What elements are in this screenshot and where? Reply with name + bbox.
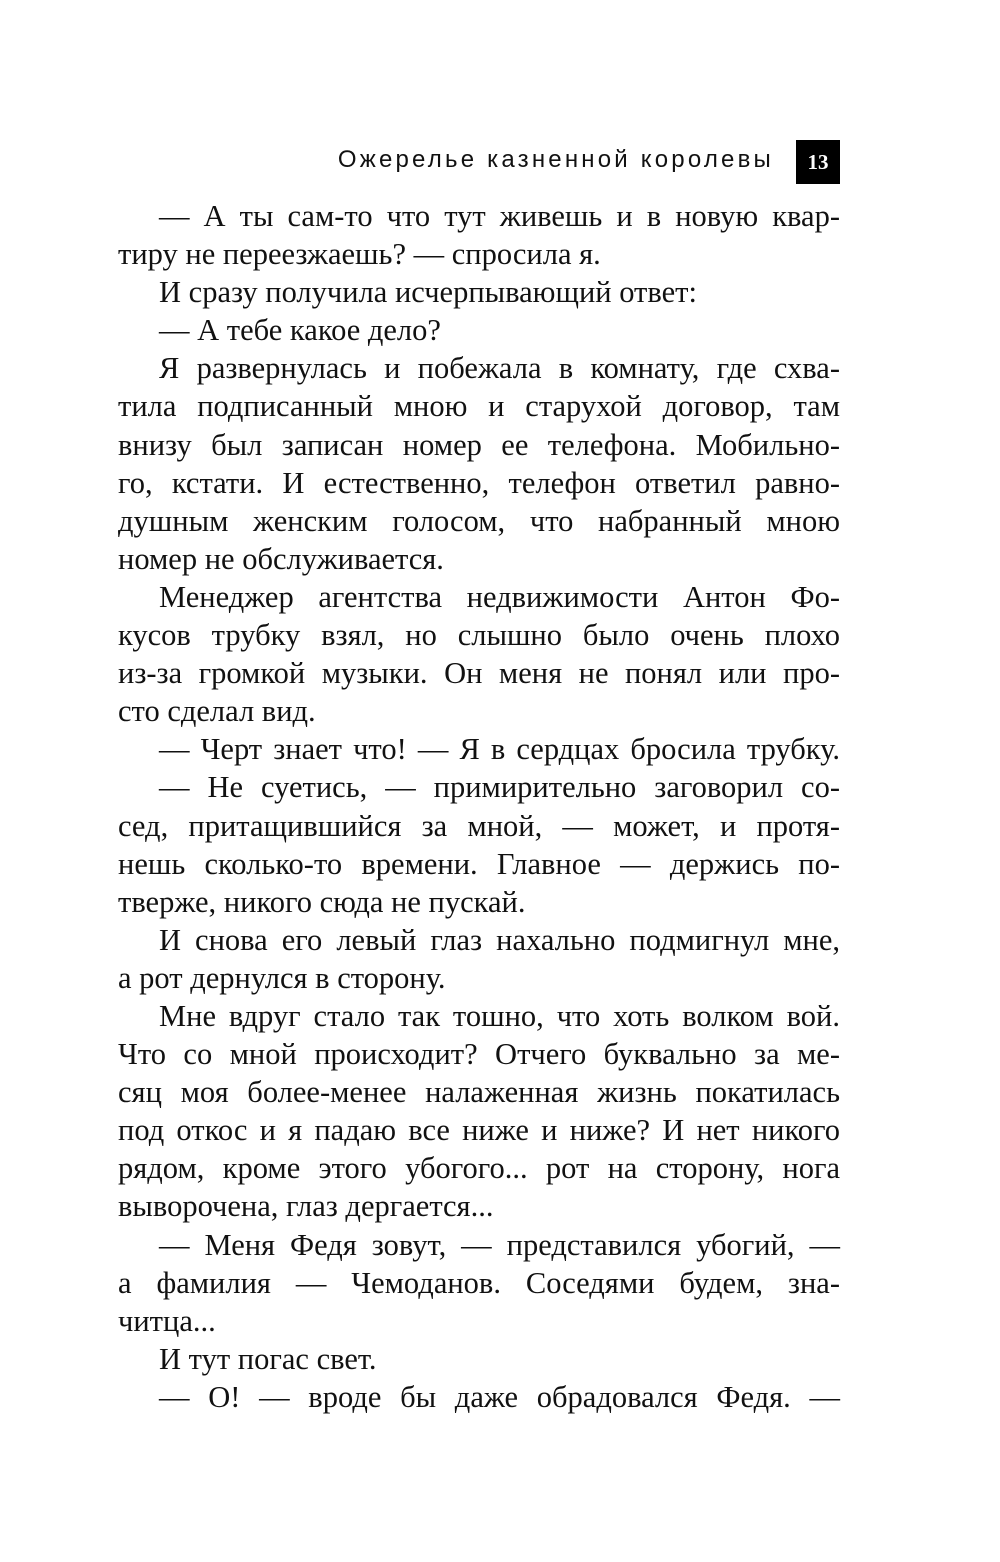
text-line: Я развернулась и побежала в комнату, где схва- <box>159 351 840 386</box>
text-line: тиру не переезжаешь? — спросила я. <box>118 237 601 272</box>
text-line: тверже, никого сюда не пускай. <box>118 884 526 919</box>
text-line: — О! — вроде бы даже обрадовался Федя. — <box>159 1379 840 1414</box>
text-line: Менеджер агентства недвижимости Антон Фо- <box>159 579 840 614</box>
text-line: нешь сколько-то времени. Главное — держись по- <box>118 846 840 881</box>
text-line: сто сделал вид. <box>118 694 316 729</box>
text-line: — Не суетись, — примирительно заговорил со- <box>159 770 840 805</box>
text-line: выворочена, глаз дергается... <box>118 1189 494 1224</box>
text-line: И тут погас свет. <box>159 1341 377 1376</box>
text-line: кусов трубку взял, но слышно было очень плохо <box>118 618 840 653</box>
running-header <box>118 140 840 184</box>
text-line: читца... <box>118 1303 216 1338</box>
text-line: рядом, кроме этого убогого... рот на сторону, нога <box>118 1151 840 1186</box>
text-line: И сразу получила исчерпывающий ответ: <box>159 275 697 310</box>
text-line: душным женским голосом, что набранный мною <box>118 503 840 538</box>
text-line: внизу был записан номер ее телефона. Мобильно- <box>118 427 840 462</box>
text-line: И снова его левый глаз нахально подмигнул мне, <box>159 922 840 957</box>
text-line: сяц моя более-менее налаженная жизнь покатилась <box>118 1075 840 1110</box>
body-text <box>118 197 840 1416</box>
text-line: из-за громкой музыки. Он меня не понял или про- <box>118 656 840 691</box>
text-line: Что со мной происходит? Отчего буквально за ме- <box>118 1037 840 1072</box>
text-line: — А ты сам-то что тут живешь и в новую квар- <box>159 199 840 233</box>
text-line: а фамилия — Чемоданов. Соседями будем, зна- <box>118 1265 840 1300</box>
page-number-badge: 13 <box>796 140 840 184</box>
text-line: — Меня Федя зовут, — представился убогий, — <box>159 1227 840 1262</box>
text-line: сед, притащившийся за мной, — может, и протя- <box>118 808 840 843</box>
text-line: под откос и я падаю все ниже и ниже? И нет никого <box>118 1113 840 1148</box>
text-line: номер не обслуживается. <box>118 541 444 576</box>
running-header-title: Ожерелье казненной королевы <box>337 146 774 173</box>
text-line: — Черт знает что! — Я в сердцах бросила трубку. <box>159 732 840 767</box>
text-line: Мне вдруг стало так тошно, что хоть волком вой. <box>159 998 840 1033</box>
text-line: а рот дернулся в сторону. <box>118 960 446 995</box>
text-line: тила подписанный мною и старухой договор, там <box>118 389 840 424</box>
text-line: — А тебе какое дело? <box>159 313 441 348</box>
text-line: го, кстати. И естественно, телефон ответил равно- <box>118 465 840 500</box>
